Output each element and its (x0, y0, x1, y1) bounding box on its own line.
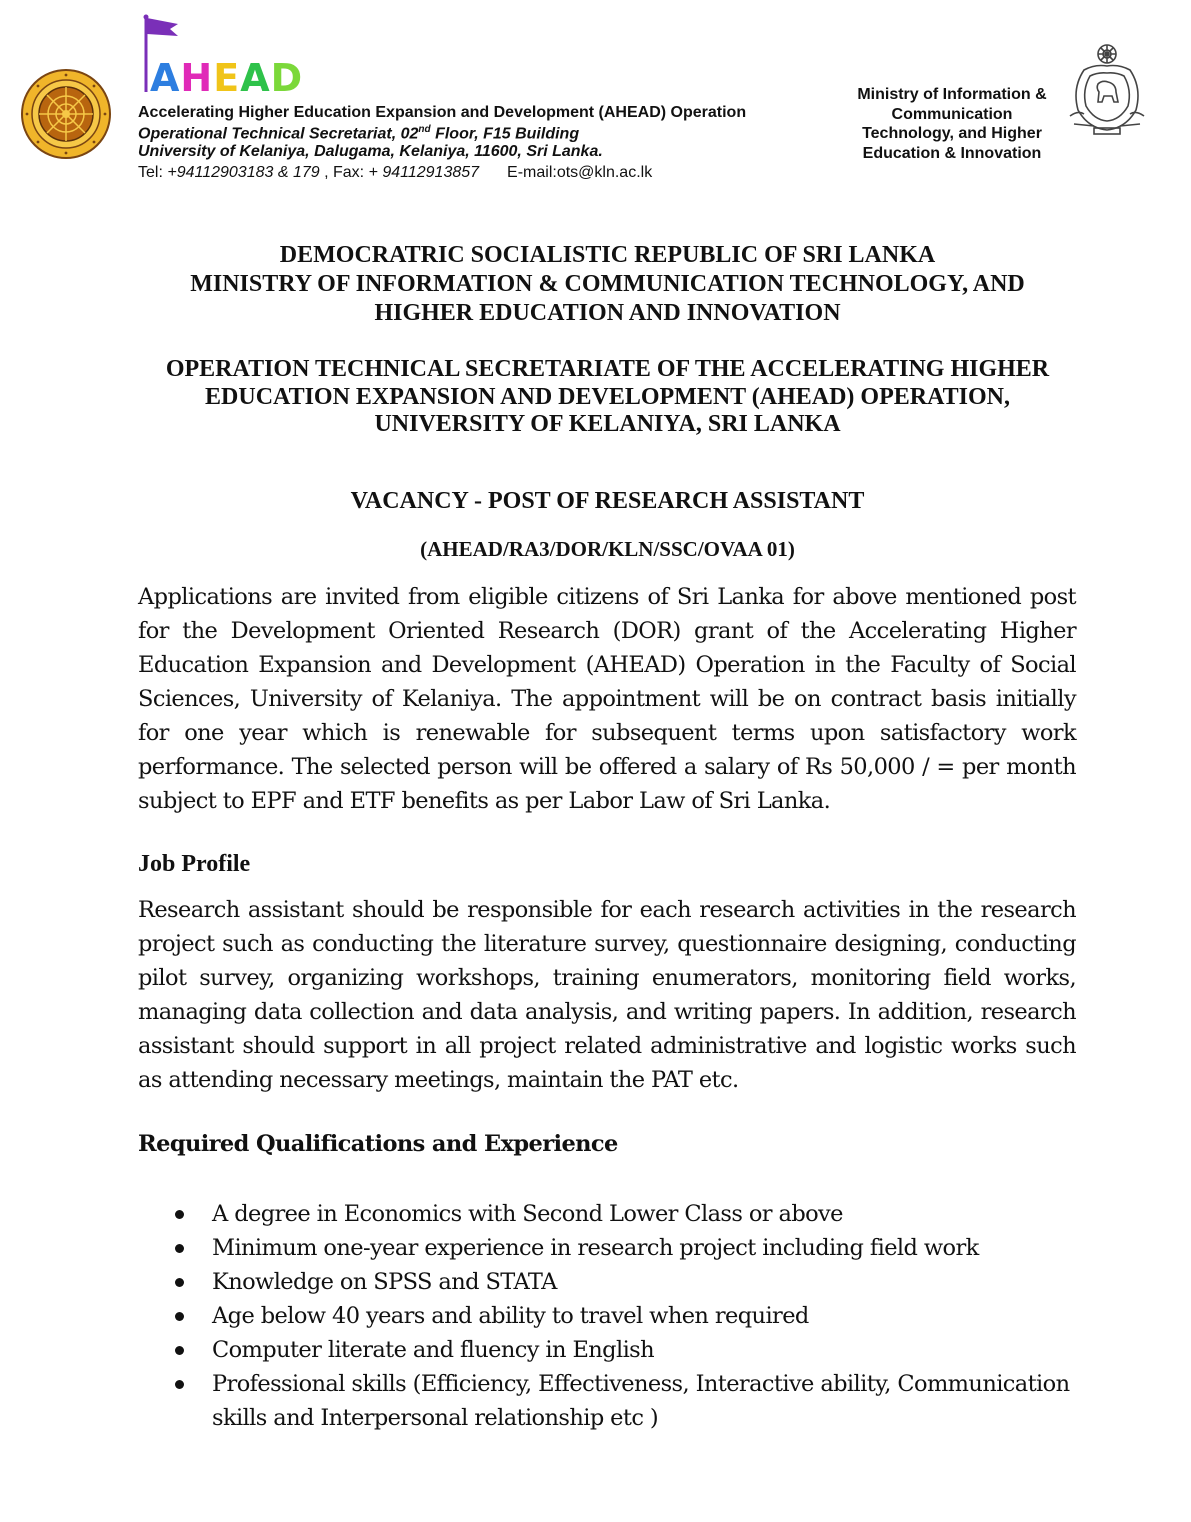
telephone-number: +94112903183 & 179 (167, 164, 325, 181)
ahead-logo-wordmark (150, 58, 303, 98)
heading-line: DEMOCRATRIC SOCIALISTIC REPUBLIC OF SRI LANKA (279, 242, 936, 268)
job-profile-paragraph: Research assistant should be responsible for each research activities in the research project such as conducting the literature survey, questionnaire designing, conducting pilot survey, organizing workshops, training enumerators, monitoring field works, managing data collection and data analysis, and writing papers. In addition, research assistant should support in all project related administrative and logistic works such as attending necessary meetings, maintain the PAT etc. (138, 897, 1076, 1093)
university-address-line: University of Kelaniya, Dalugama, Kelaniya, 11600, Sri Lanka. (138, 143, 603, 160)
bullet-icon (175, 1244, 184, 1253)
heading-line: EDUCATION EXPANSION AND DEVELOPMENT (AHEAD) OPERATION, (205, 383, 1010, 410)
list-item: Computer literate and fluency in English (138, 1333, 1098, 1367)
bullet-icon (175, 1346, 184, 1355)
qualifications-title: Required Qualifications and Experience (138, 1131, 618, 1157)
ministry-line: Ministry of Information & (857, 86, 1047, 103)
vacancy-reference-number: (AHEAD/RA3/DOR/KLN/SSC/OVAA 01) (420, 537, 795, 561)
list-item: Age below 40 years and ability to travel when required (138, 1299, 1098, 1333)
bullet-icon (175, 1312, 184, 1321)
logo-letter: A (240, 56, 271, 100)
ministry-line: Communication (891, 105, 1013, 123)
email-address: E-mail:ots@kln.ac.lk (507, 164, 653, 181)
heading-line: OPERATION TECHNICAL SECRETARIATE OF THE ACCELERATING HIGHER (165, 356, 1050, 382)
bullet-icon (175, 1278, 184, 1287)
logo-letter: E (213, 56, 241, 100)
heading-line: MINISTRY OF INFORMATION & COMMUNICATION TECHNOLOGY, AND (190, 271, 1025, 297)
secretariate-heading (120, 356, 1095, 439)
secretariat-address-line: Operational Technical Secretariat, 02nd Floor, F15 Building (138, 124, 580, 143)
vacancy-title: VACANCY - POST OF RESEARCH ASSISTANT (350, 488, 865, 514)
list-item: A degree in Economics with Second Lower Class or above (138, 1197, 1098, 1231)
bullet-icon (175, 1380, 184, 1389)
ministry-line: Technology, and Higher (862, 125, 1042, 142)
ministry-name-block (848, 85, 1056, 163)
bullet-icon (175, 1210, 184, 1219)
list-item: Minimum one-year experience in research project including field work (138, 1231, 1098, 1265)
qualifications-list (138, 1197, 1098, 1435)
operation-name: Accelerating Higher Education Expansion and Development (AHEAD) Operation (138, 104, 747, 121)
list-item: Knowledge on SPSS and STATA (138, 1265, 1098, 1299)
logo-letter: D (270, 56, 304, 100)
heading-line: HIGHER EDUCATION AND INNOVATION (374, 300, 841, 326)
ministry-line: Education & Innovation (862, 144, 1042, 162)
sri-lanka-national-emblem-icon (1064, 40, 1150, 140)
intro-paragraph: Applications are invited from eligible citizens of Sri Lanka for above mentioned post for the Development Oriented Research (DOR) grant of the Accelerating Higher Education Expansion and Development (AHEAD) Operation in the Faculty of Social Sciences, University of Kelaniya. The appointment will be on contract basis initially for one year which is renewable for subsequent terms upon satisfactory work performance. The selected person will be offered a salary of Rs 50,000 / = per month subject to EPF and ETF benefits as per Labor Law of Sri Lanka. (138, 584, 1076, 814)
heading-line: UNIVERSITY OF KELANIYA, SRI LANKA (374, 411, 841, 437)
logo-letter: A (150, 56, 181, 100)
university-of-kelaniya-seal-icon (20, 68, 112, 160)
contact-line: Tel: +94112903183 & 179 , Fax: + 94112913857 E-mail:ots@kln.ac.lk (138, 164, 653, 181)
logo-letter: H (180, 56, 214, 100)
country-ministry-heading (120, 241, 1095, 328)
list-item: Professional skills (Efficiency, Effectiveness, Interactive ability, Communication skills and Interpersonal relationship etc ) (138, 1367, 1098, 1435)
fax-number: + 94112913857 (368, 164, 480, 181)
job-profile-title: Job Profile (138, 851, 251, 877)
